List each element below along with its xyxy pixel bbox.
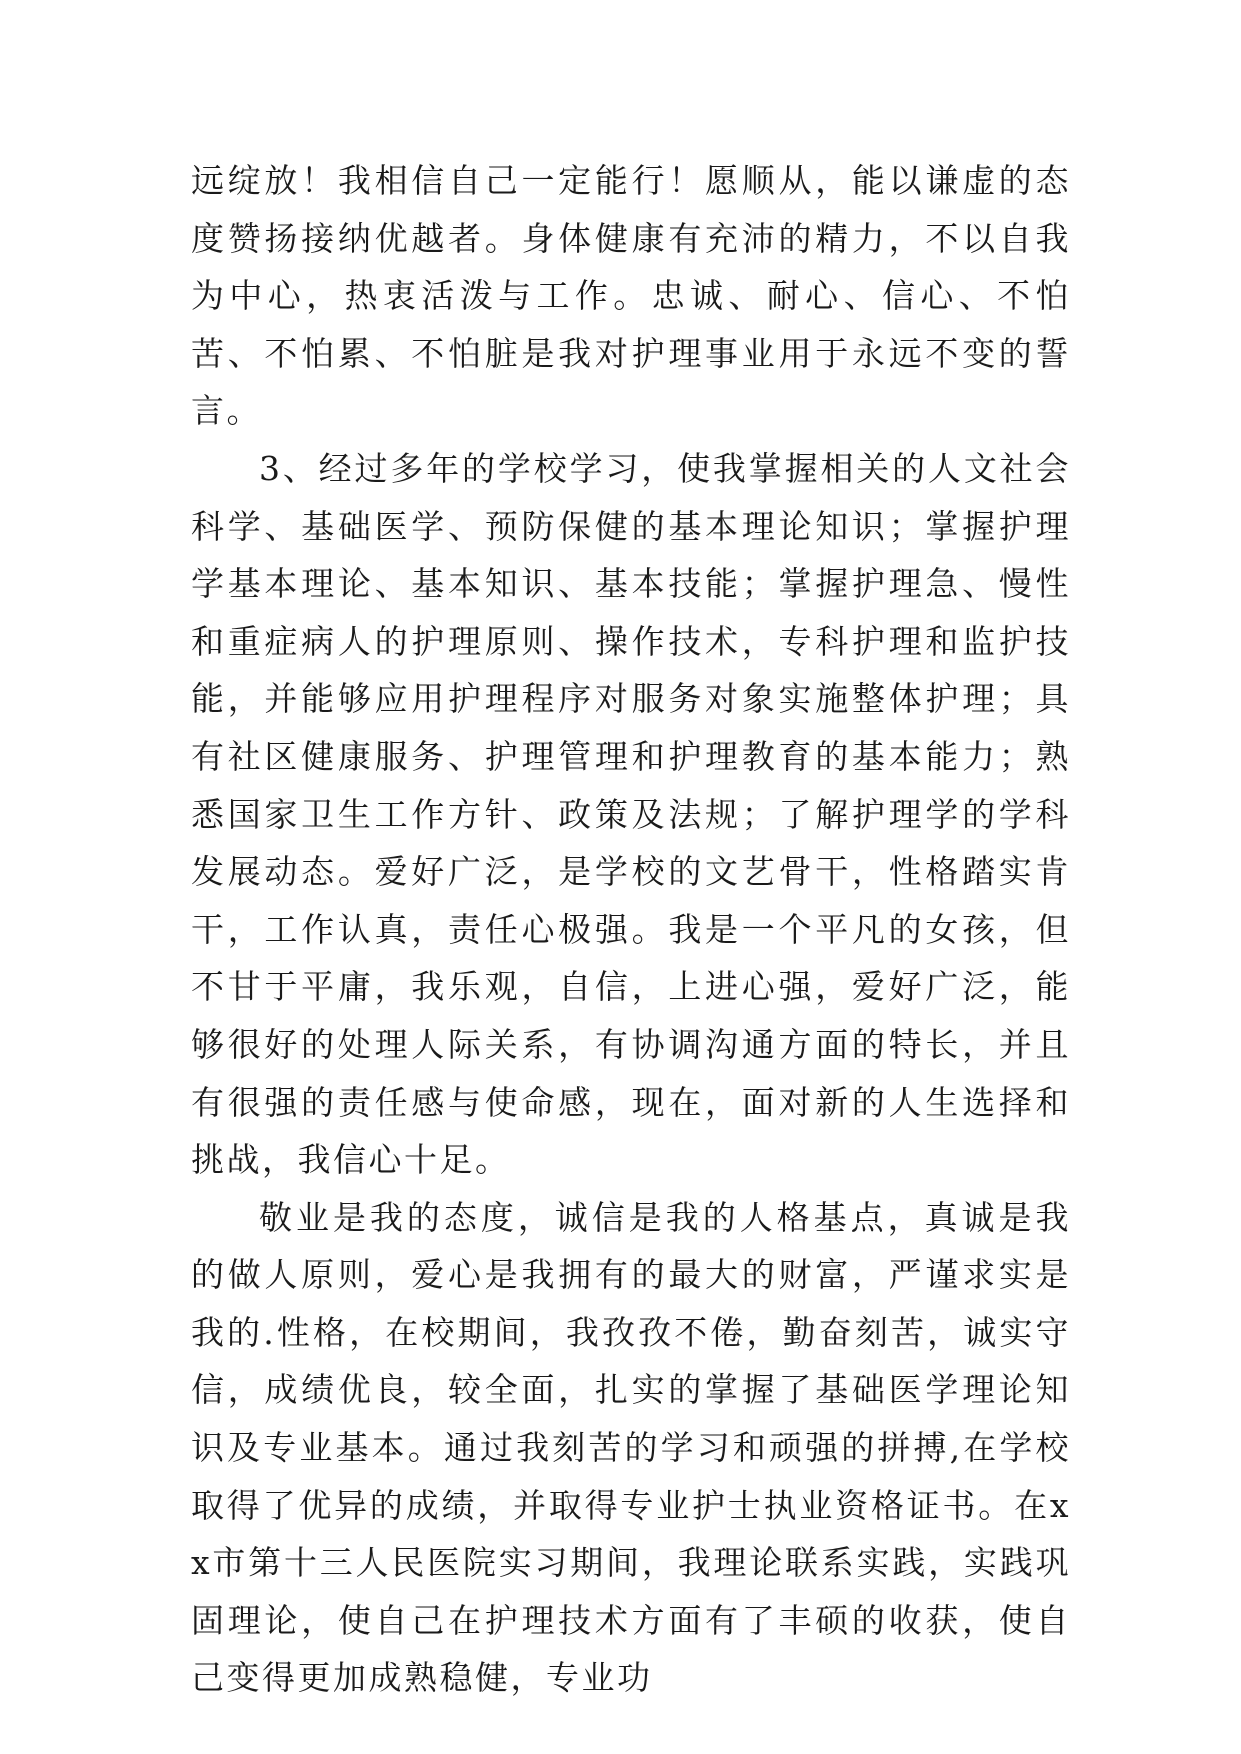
paragraph-education: 3、经过多年的学校学习，使我掌握相关的人文社会科学、基础医学、预防保健的基本理论知识；掌握护理学基本理论、基本知识、基本技能；掌握护理急、慢性和重症病人的护理原则、操作技术，专科护理和监护技能，并能够应用护理程序对服务对象实施整体护理；具有社区健康服务、护理管理和护理教育的基本能力；熟悉国家卫生工作方针、政策及法规；了解护理学的学科发展动态。爱好广泛，是学校的文艺骨干，性格踏实肯干，工作认真，责任心极强。我是一个平凡的女孩，但不甘于平庸，我乐观，自信，上进心强，爱好广泛，能够很好的处理人际关系，有协调沟通方面的特长，并且有很强的责任感与使命感，现在，面对新的人生选择和挑战，我信心十足。 xyxy=(191,448,1071,1180)
paragraph-attitude: 敬业是我的态度，诚信是我的人格基点，真诚是我的做人原则，爱心是我拥有的最大的财富，严谨求实是我的.性格，在校期间，我孜孜不倦，勤奋刻苦，诚实守信，成绩优良，较全面，扎实的掌握了基础医学理论知识及专业基本。通过我刻苦的学习和顽强的拼搏,在学校取得了优异的成绩，并取得专业护士执业资格证书。在xx市第十三人民医院实习期间，我理论联系实践，实践巩固理论，使自己在护理技术方面有了丰硕的收获，使自己变得更加成熟稳健，专业功 xyxy=(191,1197,1071,1698)
paragraph-continuation: 远绽放！我相信自己一定能行！愿顺从，能以谦虚的态度赞扬接纳优越者。身体健康有充沛的精力，不以自我为中心，热衷活泼与工作。忠诚、耐心、信心、不怕苦、不怕累、不怕脏是我对护理事业用于永远不变的誓言。 xyxy=(191,161,1071,431)
document-body xyxy=(191,152,1071,1707)
